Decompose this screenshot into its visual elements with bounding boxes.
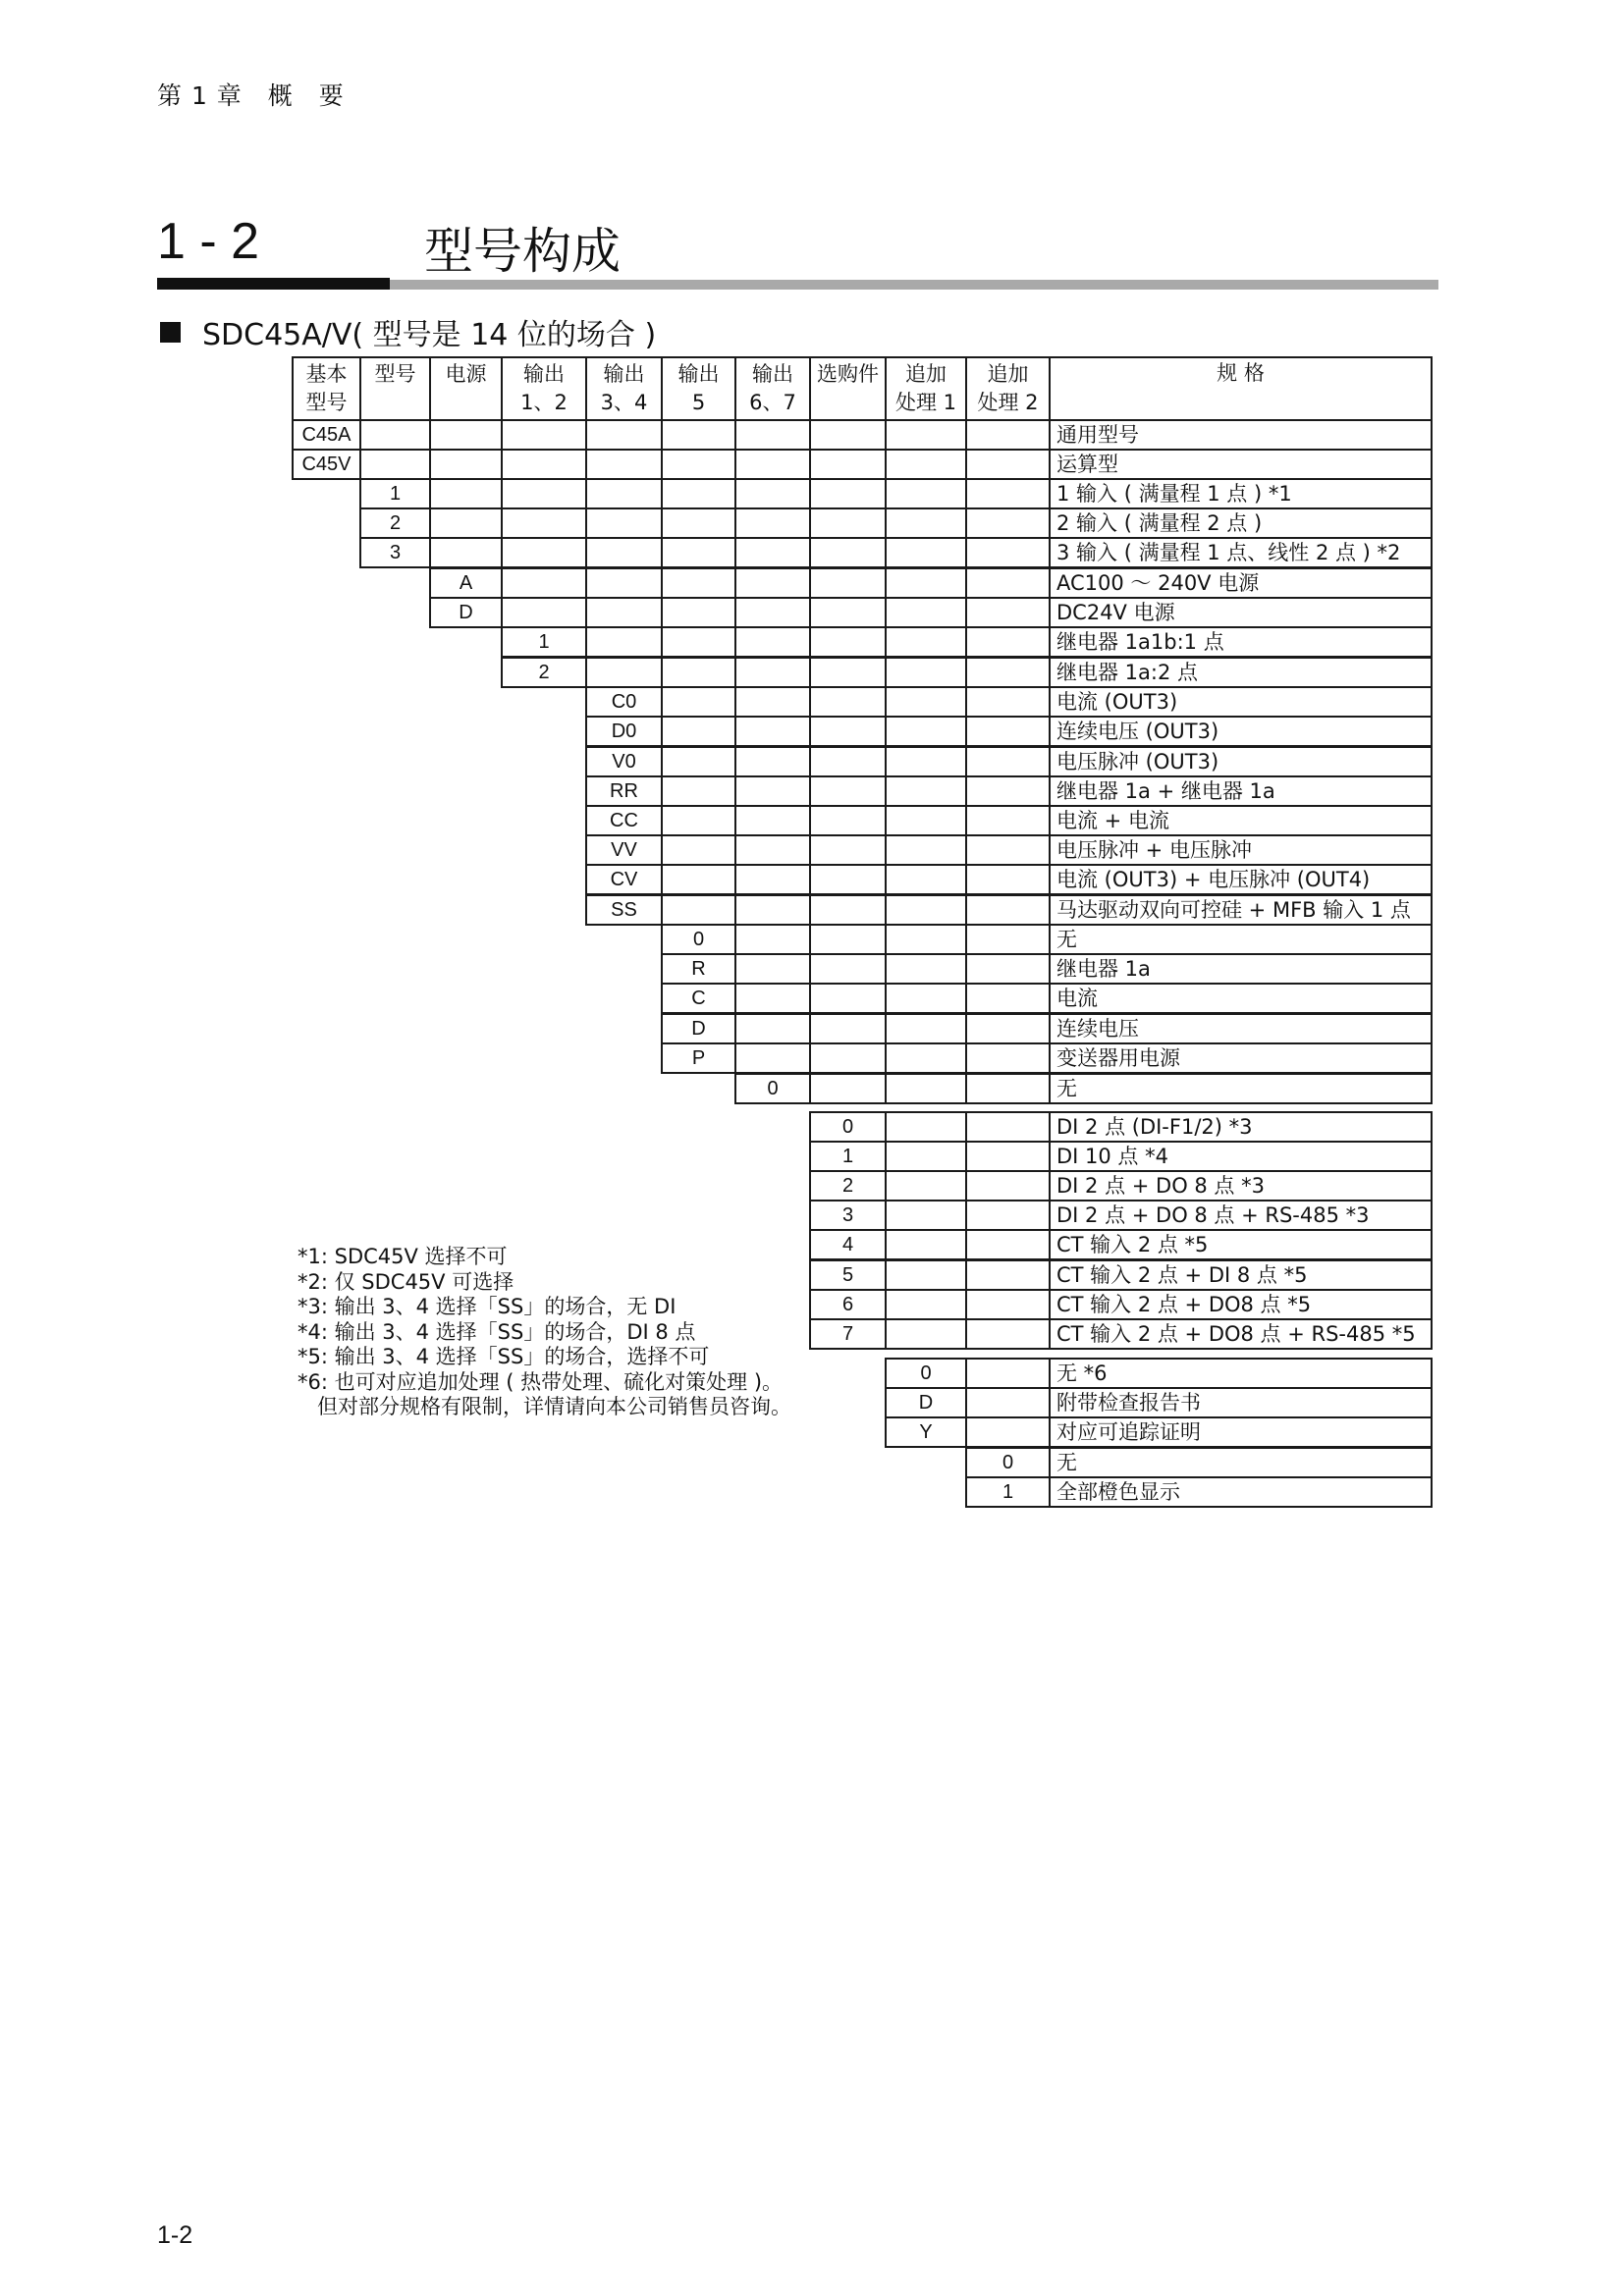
empty-cell	[734, 805, 811, 836]
section-number: 1 - 2	[157, 213, 260, 270]
empty-cell	[885, 864, 967, 895]
footnote: 但对部分规格有限制，详情请向本公司销售员咨询。	[298, 1395, 792, 1418]
spec-cell: 附带检查报告书	[1049, 1387, 1433, 1418]
empty-cell	[429, 419, 503, 451]
empty-cell	[809, 924, 887, 955]
empty-cell	[809, 449, 887, 480]
title-rule-gray	[390, 280, 1438, 290]
code-cell: 0	[734, 1073, 811, 1104]
empty-cell	[885, 1229, 967, 1260]
empty-cell	[661, 537, 736, 568]
empty-cell	[809, 1013, 887, 1044]
code-cell: 3	[809, 1200, 887, 1231]
empty-cell	[885, 746, 967, 777]
empty-cell	[965, 419, 1051, 451]
empty-cell	[501, 567, 587, 599]
empty-cell	[661, 597, 736, 628]
empty-cell	[585, 597, 663, 628]
page-number: 1-2	[157, 2221, 193, 2249]
empty-cell	[585, 537, 663, 568]
empty-cell	[809, 537, 887, 568]
spec-cell: DI 2 点 (DI-F1/2) *3	[1049, 1111, 1433, 1143]
empty-cell	[885, 1141, 967, 1172]
code-cell: 1	[965, 1476, 1051, 1508]
empty-cell	[429, 537, 503, 568]
empty-cell	[965, 1318, 1051, 1350]
square-bullet-icon	[160, 322, 181, 343]
empty-cell	[734, 419, 811, 451]
empty-cell	[809, 834, 887, 866]
empty-cell	[885, 686, 967, 718]
empty-cell	[965, 1289, 1051, 1320]
empty-cell	[965, 1141, 1051, 1172]
empty-cell	[965, 507, 1051, 539]
empty-cell	[885, 1289, 967, 1320]
spec-cell: 3 输入 ( 满量程 1 点、线性 2 点 ) *2	[1049, 537, 1433, 568]
spec-cell: 变送器用电源	[1049, 1042, 1433, 1074]
spec-cell: DI 10 点 *4	[1049, 1141, 1433, 1172]
empty-cell	[501, 478, 587, 509]
empty-cell	[585, 419, 663, 451]
empty-cell	[965, 478, 1051, 509]
column-header-line1: 输出	[603, 361, 645, 386]
column-header	[661, 356, 736, 421]
empty-cell	[885, 834, 967, 866]
code-cell: VV	[585, 834, 663, 866]
empty-cell	[885, 597, 967, 628]
empty-cell	[965, 924, 1051, 955]
spec-cell: 2 输入 ( 满量程 2 点 )	[1049, 507, 1433, 539]
empty-cell	[885, 507, 967, 539]
spec-cell: DC24V 电源	[1049, 597, 1433, 628]
spec-column-header	[1049, 356, 1433, 421]
empty-cell	[734, 1013, 811, 1044]
column-header	[429, 356, 503, 421]
empty-cell	[359, 449, 431, 480]
empty-cell	[885, 537, 967, 568]
spec-cell: CT 输入 2 点 + DI 8 点 *5	[1049, 1259, 1433, 1291]
column-header	[885, 356, 967, 421]
empty-cell	[809, 1042, 887, 1074]
footnotes	[298, 1245, 791, 1420]
column-header-line1: 追加	[987, 361, 1029, 386]
column-header	[965, 356, 1051, 421]
footnote: *3: 输出 3、4 选择「SS」的场合，无 DI	[298, 1295, 677, 1318]
spec-cell: 继电器 1a	[1049, 953, 1433, 985]
empty-cell	[885, 924, 967, 955]
footnote: *1: SDC45V 选择不可	[298, 1245, 508, 1268]
empty-cell	[965, 567, 1051, 599]
spec-cell: 无	[1049, 1073, 1433, 1104]
spec-cell: 无	[1049, 1447, 1433, 1478]
empty-cell	[885, 805, 967, 836]
footnote: *2: 仅 SDC45V 可选择	[298, 1269, 514, 1294]
column-header-line2: 处理 2	[977, 390, 1039, 414]
column-header-line1: 电源	[445, 361, 487, 386]
empty-cell	[734, 478, 811, 509]
empty-cell	[734, 597, 811, 628]
empty-cell	[965, 1200, 1051, 1231]
code-cell: C	[661, 983, 736, 1014]
table-heading-text: SDC45A/V( 型号是 14 位的场合 )	[202, 318, 657, 352]
empty-cell	[734, 686, 811, 718]
spec-cell: 马达驱动双向可控硅 + MFB 输入 1 点	[1049, 894, 1433, 926]
empty-cell	[885, 1013, 967, 1044]
empty-cell	[885, 1111, 967, 1143]
code-cell: C45A	[292, 419, 361, 451]
empty-cell	[734, 953, 811, 985]
spec-cell: 无 *6	[1049, 1358, 1433, 1389]
spec-cell: CT 输入 2 点 *5	[1049, 1229, 1433, 1260]
empty-cell	[501, 597, 587, 628]
empty-cell	[734, 657, 811, 688]
empty-cell	[585, 507, 663, 539]
column-header-line1: 输出	[677, 361, 720, 386]
empty-cell	[661, 894, 736, 926]
empty-cell	[965, 894, 1051, 926]
code-cell: D	[885, 1387, 967, 1418]
code-cell: D0	[585, 716, 663, 747]
empty-cell	[661, 626, 736, 658]
empty-cell	[965, 1387, 1051, 1418]
empty-cell	[809, 478, 887, 509]
code-cell: C45V	[292, 449, 361, 480]
column-header	[734, 356, 811, 421]
footnote: *5: 输出 3、4 选择「SS」的场合，选择不可	[298, 1345, 710, 1368]
empty-cell	[661, 775, 736, 807]
empty-cell	[661, 716, 736, 747]
empty-cell	[585, 626, 663, 658]
empty-cell	[585, 478, 663, 509]
spec-cell: 继电器 1a + 继电器 1a	[1049, 775, 1433, 807]
empty-cell	[885, 775, 967, 807]
empty-cell	[965, 1259, 1051, 1291]
empty-cell	[885, 1259, 967, 1291]
empty-cell	[965, 1042, 1051, 1074]
footnote: *4: 输出 3、4 选择「SS」的场合，DI 8 点	[298, 1319, 696, 1344]
column-header-line1: 型号	[374, 361, 416, 386]
empty-cell	[965, 657, 1051, 688]
empty-cell	[885, 1318, 967, 1350]
spec-cell: 通用型号	[1049, 419, 1433, 451]
empty-cell	[734, 834, 811, 866]
empty-cell	[965, 1111, 1051, 1143]
empty-cell	[965, 449, 1051, 480]
code-cell: P	[661, 1042, 736, 1074]
empty-cell	[734, 983, 811, 1014]
empty-cell	[661, 864, 736, 895]
empty-cell	[734, 775, 811, 807]
spec-cell: 全部橙色显示	[1049, 1476, 1433, 1508]
spec-cell: 运算型	[1049, 449, 1433, 480]
code-cell: 0	[885, 1358, 967, 1389]
empty-cell	[965, 1013, 1051, 1044]
empty-cell	[661, 478, 736, 509]
empty-cell	[965, 746, 1051, 777]
code-cell: CV	[585, 864, 663, 895]
empty-cell	[501, 537, 587, 568]
empty-cell	[885, 449, 967, 480]
spec-cell: 1 输入 ( 满量程 1 点 ) *1	[1049, 478, 1433, 509]
spec-cell: 电压脉冲 + 电压脉冲	[1049, 834, 1433, 866]
code-cell: 3	[359, 537, 431, 568]
empty-cell	[501, 507, 587, 539]
empty-cell	[429, 507, 503, 539]
empty-cell	[661, 449, 736, 480]
empty-cell	[965, 686, 1051, 718]
empty-cell	[809, 953, 887, 985]
empty-cell	[734, 626, 811, 658]
empty-cell	[809, 716, 887, 747]
spec-cell: CT 输入 2 点 + DO8 点 *5	[1049, 1289, 1433, 1320]
empty-cell	[661, 686, 736, 718]
spec-cell: DI 2 点 + DO 8 点 + RS-485 *3	[1049, 1200, 1433, 1231]
empty-cell	[734, 716, 811, 747]
spec-cell: DI 2 点 + DO 8 点 *3	[1049, 1170, 1433, 1201]
column-header	[809, 356, 887, 421]
empty-cell	[734, 449, 811, 480]
empty-cell	[585, 449, 663, 480]
empty-cell	[965, 1170, 1051, 1201]
table-heading	[160, 310, 656, 353]
chapter-header: 第 1 章 概 要	[157, 81, 345, 110]
column-header	[292, 356, 361, 421]
column-header-line2: 5	[691, 390, 706, 414]
code-cell: D	[429, 597, 503, 628]
empty-cell	[734, 1042, 811, 1074]
empty-cell	[661, 507, 736, 539]
empty-cell	[734, 894, 811, 926]
column-header-line2	[844, 392, 851, 414]
column-header	[501, 356, 587, 421]
empty-cell	[965, 805, 1051, 836]
empty-cell	[965, 1073, 1051, 1104]
empty-cell	[965, 953, 1051, 985]
empty-cell	[661, 834, 736, 866]
empty-cell	[809, 983, 887, 1014]
empty-cell	[885, 1200, 967, 1231]
code-cell: 0	[661, 924, 736, 955]
spec-cell: 电流	[1049, 983, 1433, 1014]
empty-cell	[734, 507, 811, 539]
title-rule-black	[157, 278, 390, 290]
code-cell: Y	[885, 1416, 967, 1448]
empty-cell	[734, 746, 811, 777]
column-header-line2	[392, 392, 399, 414]
column-header-line1: 追加	[905, 361, 947, 386]
empty-cell	[809, 1073, 887, 1104]
code-cell: D	[661, 1013, 736, 1044]
column-header-line2: 处理 1	[894, 390, 957, 414]
column-header	[585, 356, 663, 421]
empty-cell	[585, 657, 663, 688]
empty-cell	[734, 537, 811, 568]
spec-cell: 电流 (OUT3) + 电压脉冲 (OUT4)	[1049, 864, 1433, 895]
empty-cell	[661, 805, 736, 836]
column-header-line1: 输出	[752, 361, 793, 386]
code-cell: 4	[809, 1229, 887, 1260]
code-cell: CC	[585, 805, 663, 836]
section-title: 型号构成	[424, 223, 621, 280]
spec-cell: AC100 ～ 240V 电源	[1049, 567, 1433, 599]
empty-cell	[965, 537, 1051, 568]
empty-cell	[965, 1416, 1051, 1448]
column-header-line2: 3、4	[600, 390, 648, 414]
column-header-line2: 6、7	[749, 390, 796, 414]
empty-cell	[965, 626, 1051, 658]
code-cell: 0	[965, 1447, 1051, 1478]
code-cell: 0	[809, 1111, 887, 1143]
spec-cell: CT 输入 2 点 + DO8 点 + RS-485 *5	[1049, 1318, 1433, 1350]
empty-cell	[809, 597, 887, 628]
empty-cell	[885, 1073, 967, 1104]
empty-cell	[501, 449, 587, 480]
code-cell: R	[661, 953, 736, 985]
spec-cell: 连续电压 (OUT3)	[1049, 716, 1433, 747]
empty-cell	[885, 626, 967, 658]
spec-cell: 电流 (OUT3)	[1049, 686, 1433, 718]
empty-cell	[885, 1170, 967, 1201]
code-cell: 6	[809, 1289, 887, 1320]
empty-cell	[965, 1229, 1051, 1260]
empty-cell	[809, 419, 887, 451]
empty-cell	[809, 507, 887, 539]
column-header	[359, 356, 431, 421]
spec-cell: 电流 + 电流	[1049, 805, 1433, 836]
code-cell: RR	[585, 775, 663, 807]
spec-cell: 对应可追踪证明	[1049, 1416, 1433, 1448]
empty-cell	[809, 567, 887, 599]
empty-cell	[885, 894, 967, 926]
empty-cell	[809, 686, 887, 718]
empty-cell	[359, 419, 431, 451]
empty-cell	[661, 657, 736, 688]
spec-header-label: 规 格	[1217, 361, 1265, 385]
empty-cell	[809, 805, 887, 836]
empty-cell	[965, 864, 1051, 895]
empty-cell	[965, 983, 1051, 1014]
spec-cell: 连续电压	[1049, 1013, 1433, 1044]
spec-cell: 继电器 1a:2 点	[1049, 657, 1433, 688]
empty-cell	[885, 953, 967, 985]
spec-cell: 电压脉冲 (OUT3)	[1049, 746, 1433, 777]
empty-cell	[734, 567, 811, 599]
empty-cell	[809, 746, 887, 777]
empty-cell	[885, 716, 967, 747]
empty-cell	[965, 775, 1051, 807]
empty-cell	[965, 1358, 1051, 1389]
column-header-line1: 输出	[523, 361, 565, 386]
code-cell: 5	[809, 1259, 887, 1291]
column-header-line2: 型号	[305, 390, 348, 414]
code-cell: C0	[585, 686, 663, 718]
code-cell: 7	[809, 1318, 887, 1350]
code-cell: 2	[359, 507, 431, 539]
empty-cell	[585, 567, 663, 599]
spec-cell: 无	[1049, 924, 1433, 955]
empty-cell	[429, 449, 503, 480]
empty-cell	[501, 419, 587, 451]
column-header-line1: 基本	[305, 361, 348, 386]
footnote: *6: 也可对应追加处理 ( 热带处理、硫化对策处理 )。	[298, 1369, 784, 1394]
column-header-line1: 选购件	[817, 361, 879, 386]
spec-cell: 继电器 1a1b:1 点	[1049, 626, 1433, 658]
code-cell: SS	[585, 894, 663, 926]
empty-cell	[734, 924, 811, 955]
empty-cell	[809, 626, 887, 658]
code-cell: 2	[501, 657, 587, 688]
empty-cell	[661, 567, 736, 599]
empty-cell	[965, 716, 1051, 747]
column-header-line2: 1、2	[520, 390, 568, 414]
code-cell: 1	[501, 626, 587, 658]
code-cell: 2	[809, 1170, 887, 1201]
empty-cell	[885, 657, 967, 688]
empty-cell	[885, 567, 967, 599]
code-cell: 1	[359, 478, 431, 509]
empty-cell	[885, 478, 967, 509]
empty-cell	[809, 775, 887, 807]
empty-cell	[809, 657, 887, 688]
empty-cell	[965, 597, 1051, 628]
empty-cell	[885, 983, 967, 1014]
empty-cell	[809, 864, 887, 895]
column-header-line2	[462, 392, 469, 414]
code-cell: 1	[809, 1141, 887, 1172]
empty-cell	[809, 894, 887, 926]
empty-cell	[661, 419, 736, 451]
empty-cell	[734, 864, 811, 895]
code-cell: A	[429, 567, 503, 599]
empty-cell	[965, 834, 1051, 866]
empty-cell	[885, 1042, 967, 1074]
code-cell: V0	[585, 746, 663, 777]
empty-cell	[661, 746, 736, 777]
empty-cell	[885, 419, 967, 451]
empty-cell	[429, 478, 503, 509]
